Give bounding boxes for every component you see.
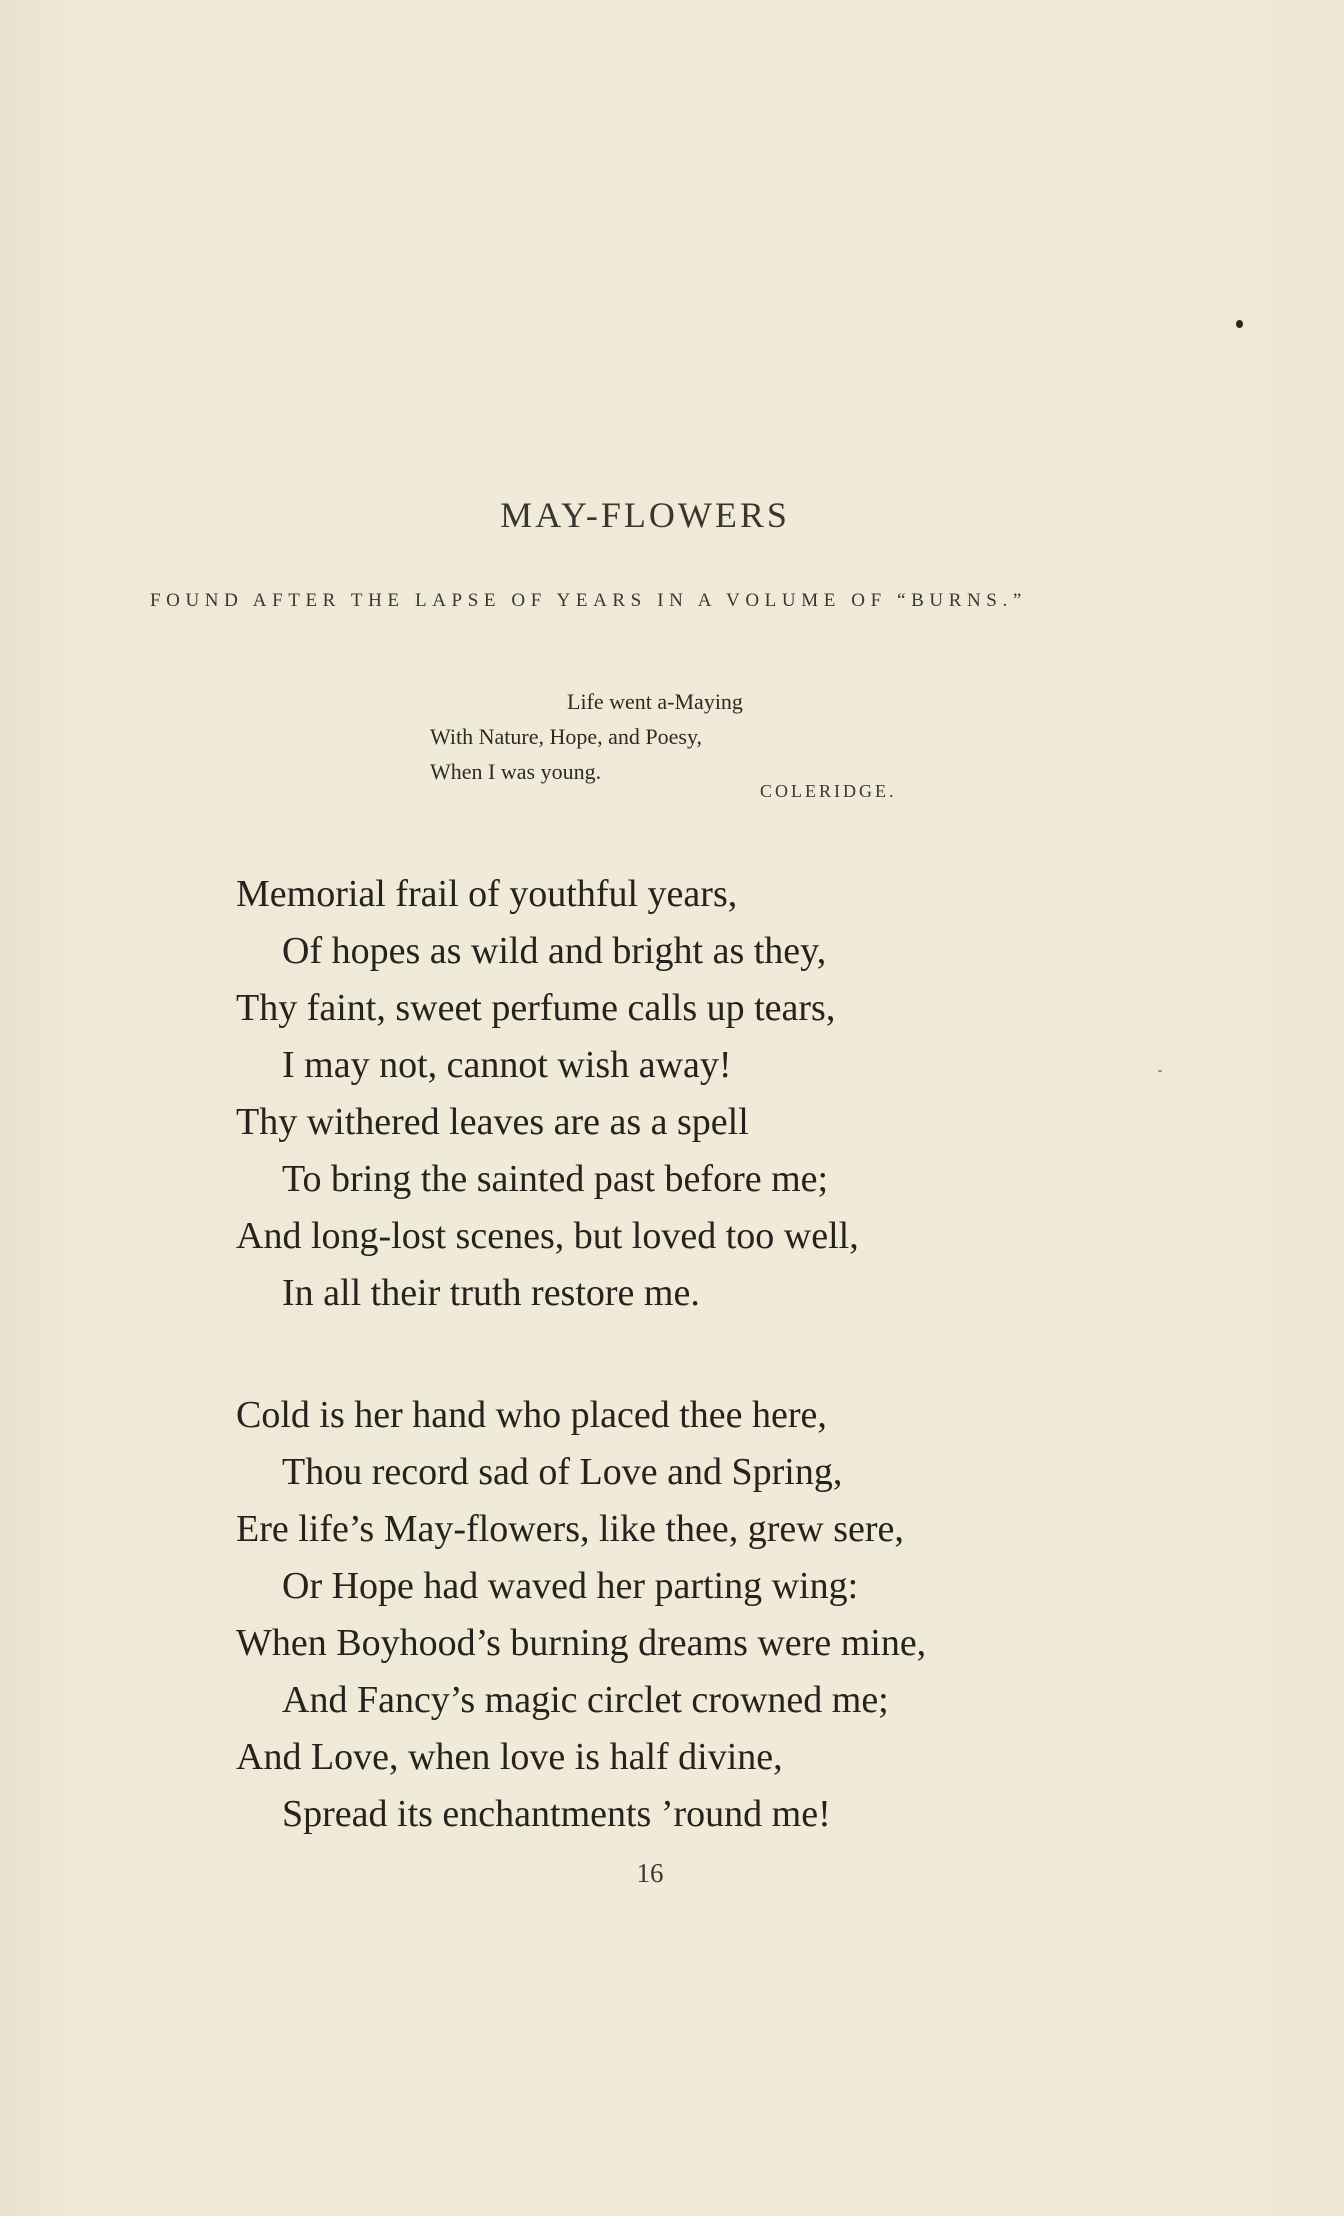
verse-line: Of hopes as wild and bright as they, <box>282 930 827 972</box>
ink-speck <box>1158 1070 1162 1072</box>
poem-title: MAY-FLOWERS <box>500 495 790 535</box>
poem-subtitle: FOUND AFTER THE LAPSE OF YEARS IN A VOLUME OF “BURNS.” <box>150 590 1027 611</box>
stanza-1 <box>236 866 859 1322</box>
verse-line: And Love, when love is half divine, <box>236 1736 783 1778</box>
verse-line: Thy faint, sweet perfume calls up tears, <box>236 987 836 1029</box>
verse-line: In all their truth restore me. <box>282 1272 700 1314</box>
verse-line: Spread its enchantments ’round me! <box>282 1793 831 1835</box>
verse-line: When Boyhood’s burning dreams were mine, <box>236 1622 927 1664</box>
epigraph-line: Life went a-Maying <box>567 689 743 714</box>
verse-line: I may not, cannot wish away! <box>282 1044 732 1086</box>
verse-line: To bring the sainted past before me; <box>282 1158 829 1200</box>
page-number: 16 <box>636 1858 664 1888</box>
verse-line: Cold is her hand who placed thee here, <box>236 1394 827 1436</box>
verse-line: Ere life’s May-flowers, like thee, grew sere, <box>236 1508 904 1550</box>
verse-line: And long-lost scenes, but loved too well, <box>236 1215 859 1257</box>
epigraph-source: COLERIDGE. <box>760 781 897 801</box>
verse-line: Or Hope had waved her parting wing: <box>282 1565 859 1607</box>
epigraph-line: With Nature, Hope, and Poesy, <box>430 724 703 749</box>
verse-line: Thou record sad of Love and Spring, <box>282 1451 843 1493</box>
verse-line: Memorial frail of youthful years, <box>236 873 738 915</box>
verse-line: Thy withered leaves are as a spell <box>236 1101 749 1143</box>
verse-line: And Fancy’s magic circlet crowned me; <box>282 1679 889 1721</box>
stanza-2 <box>236 1387 926 1843</box>
epigraph-line: When I was young. <box>430 759 602 784</box>
ink-speck <box>1236 320 1243 328</box>
epigraph <box>430 684 743 789</box>
